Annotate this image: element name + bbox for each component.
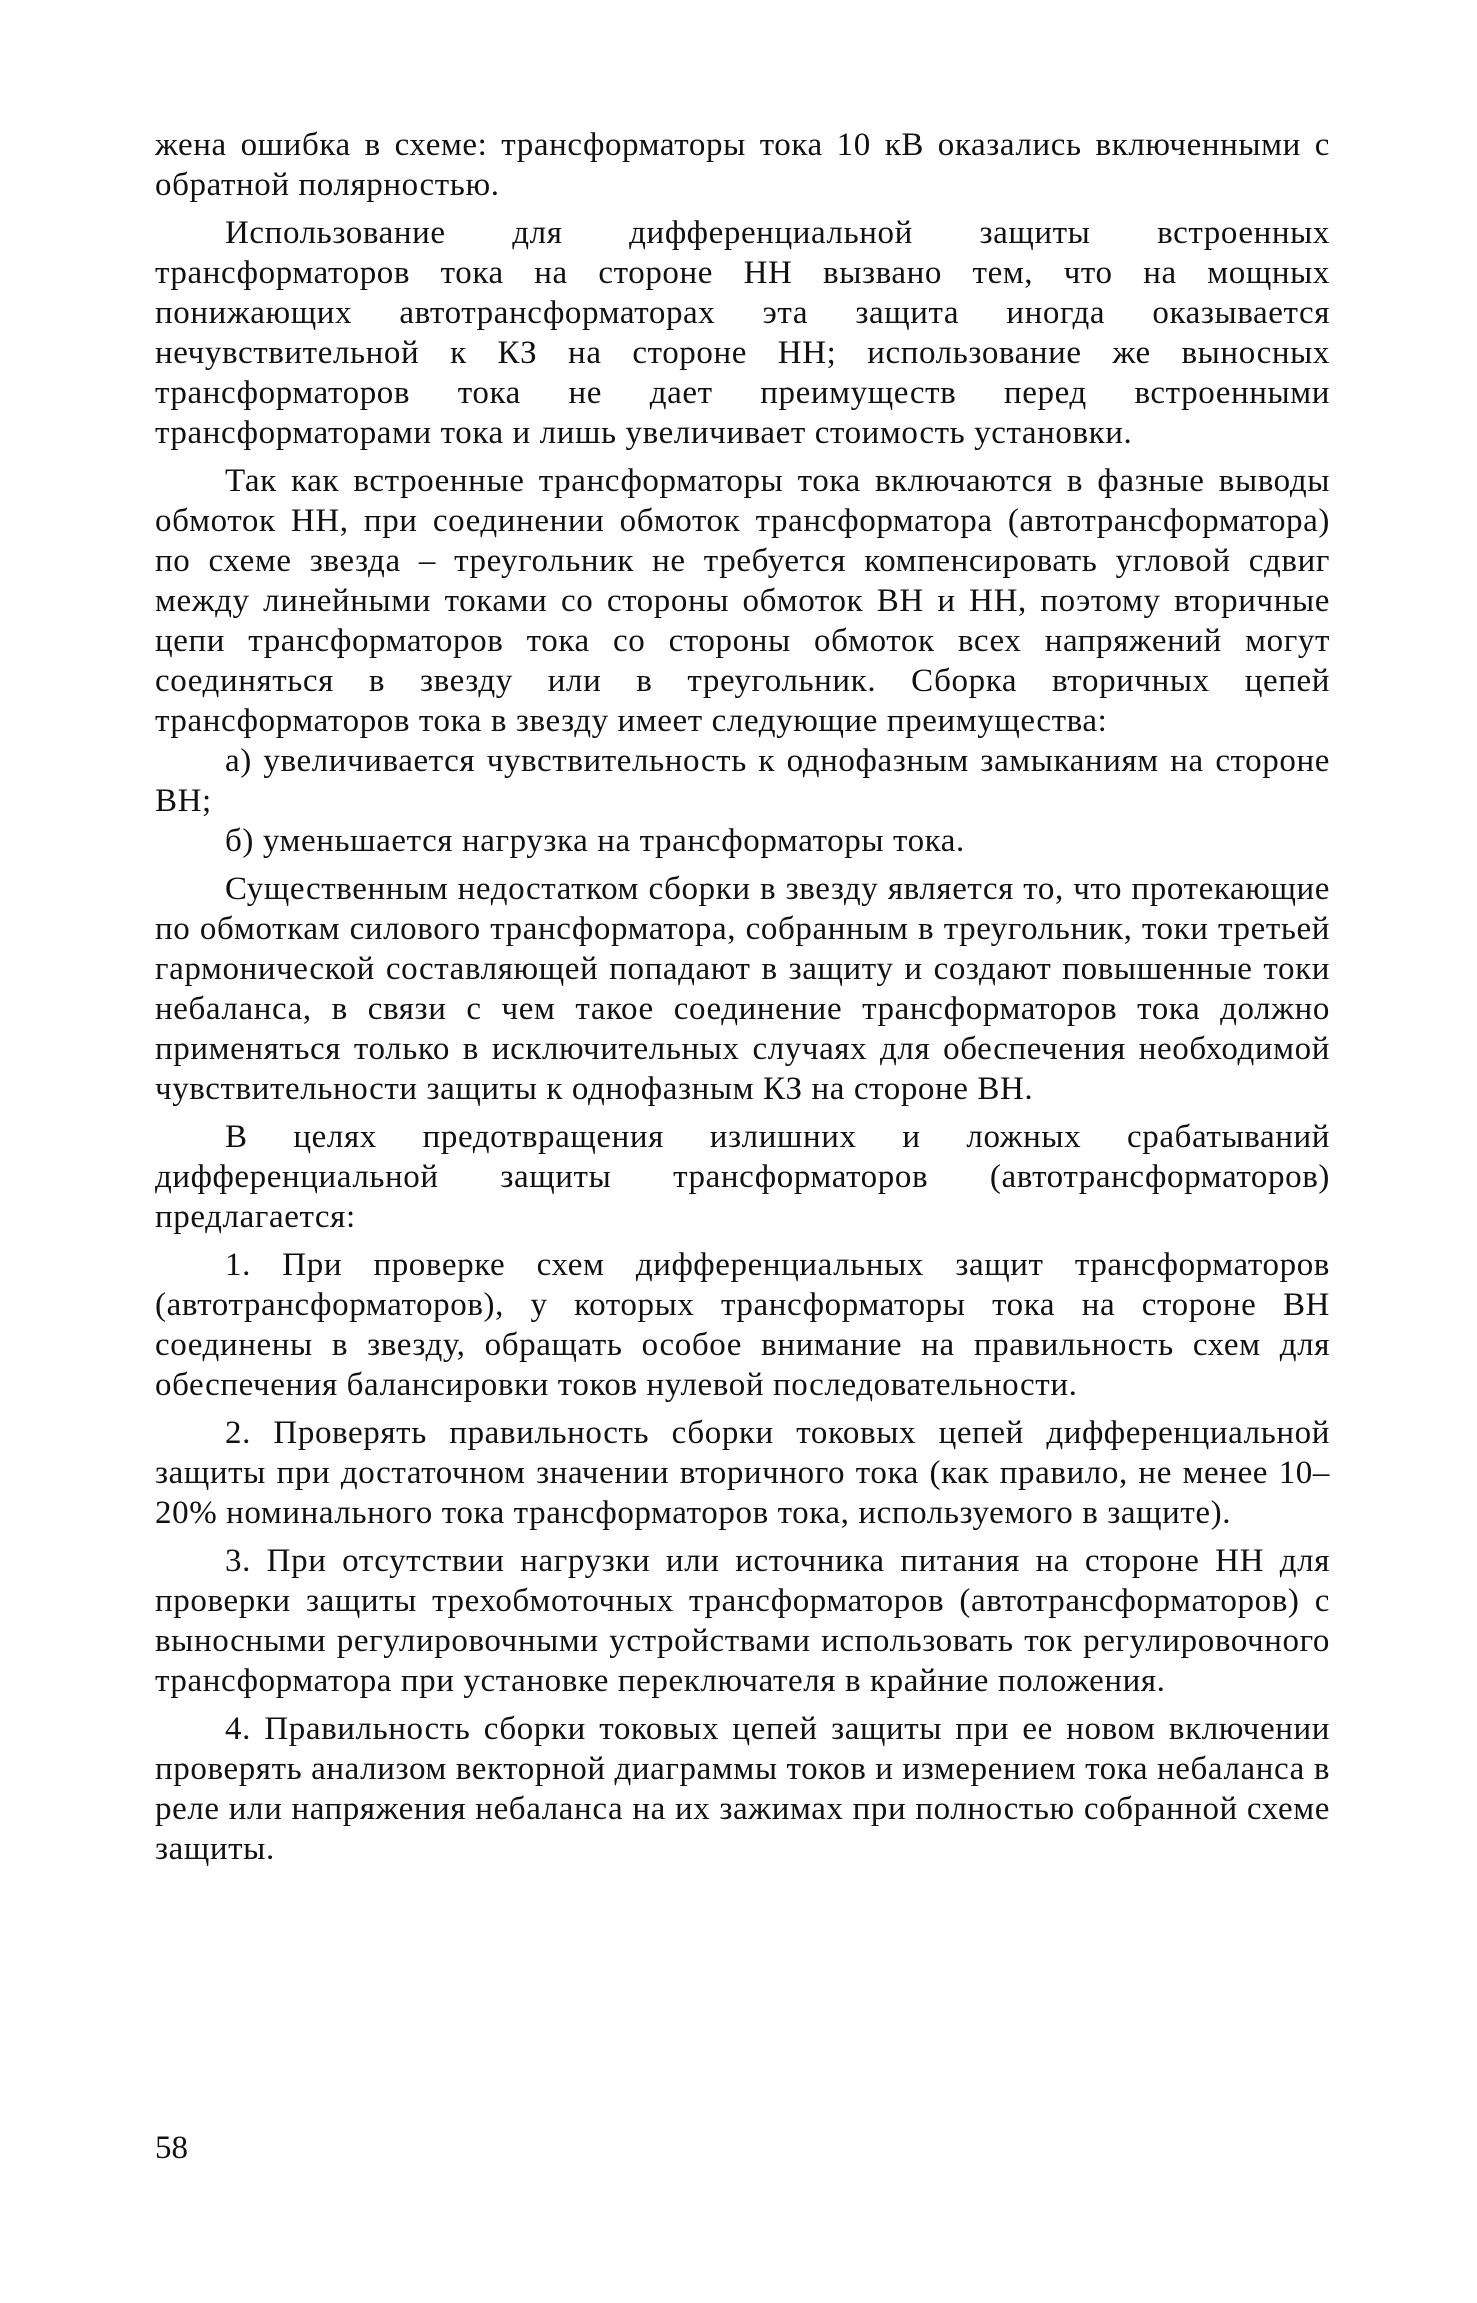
proposal-item-1: 1. При проверке схем дифференциальных защит трансформаторов (автотрансформаторов), у которых трансформаторы тока на стороне ВН соединены в звезду, обращать особое внимание на правильность схем для обеспечения балансировки токов нулевой последовательности. (155, 1247, 1330, 1403)
proposal-item-2: 2. Проверять правильность сборки токовых цепей дифференциальной защиты при достаточном значении вторичного тока (как правило, не менее 10–20% номинального тока трансформаторов тока, используемого в защите). (155, 1415, 1330, 1531)
proposal-item-4: 4. Правильность сборки токовых цепей защиты при ее новом включении проверять анализом векторной диаграммы токов и измерением тока небаланса в реле или напряжения небаланса на их зажимах при полностью собранной схеме защиты. (155, 1711, 1330, 1867)
list-item-b: б) уменьшается нагрузка на трансформаторы тока. (225, 823, 965, 859)
paragraph-star-delta: Так как встроенные трансформаторы тока включаются в фазные выводы обмоток НН, при соединении обмоток трансформатора (автотрансформатора) по схеме звезда – треугольник не требуется компенсировать угловой сдвиг между линейными токами со стороны обмоток ВН и НН, поэтому вторичные цепи трансформаторов тока со стороны обмоток всех напряжений могут соединяться в звезду или в треугольник. Сборка вторичных цепей трансформаторов тока в звезду имеет следующие преимущества: (155, 463, 1330, 739)
paragraph-star-drawback: Существенным недостатком сборки в звезду является то, что протекающие по обмоткам силового трансформатора, собранным в треугольник, токи третьей гармонической составляющей попадают в защиту и создают повышенные токи небаланса, в связи с чем такое соединение трансформаторов тока должно применяться только в исключительных случаях для обеспечения необходимой чувствительности защиты к однофазным КЗ на стороне ВН. (155, 871, 1330, 1107)
list-item-a: а) увеличивается чувствительность к однофазным замыканиям на стороне ВН; (155, 743, 1330, 819)
page-body (155, 125, 1330, 1869)
paragraph-continuation: жена ошибка в схеме: трансформаторы тока 10 кВ оказались включенными с обратной полярностью. (155, 127, 1330, 203)
paragraph-builtin-ct: Использование для дифференциальной защиты встроенных трансформаторов тока на стороне НН вызвано тем, что на мощных понижающих автотрансформаторах эта защита иногда оказывается нечувствительной к КЗ на стороне НН; использование же выносных трансформаторов тока не дает преимуществ перед встроенными трансформаторами тока и лишь увеличивает стоимость установки. (155, 215, 1330, 451)
paragraph-proposals-intro: В целях предотвращения излишних и ложных срабатываний дифференциальной защиты трансформаторов (автотрансформаторов) предлагается: (155, 1119, 1330, 1235)
proposal-item-3: 3. При отсутствии нагрузки или источника питания на стороне НН для проверки защиты трехобмоточных трансформаторов (автотрансформаторов) с выносными регулировочными устройствами использовать ток регулировочного трансформатора при установке переключателя в крайние положения. (155, 1543, 1330, 1699)
page-number: 58 (155, 2130, 188, 2166)
